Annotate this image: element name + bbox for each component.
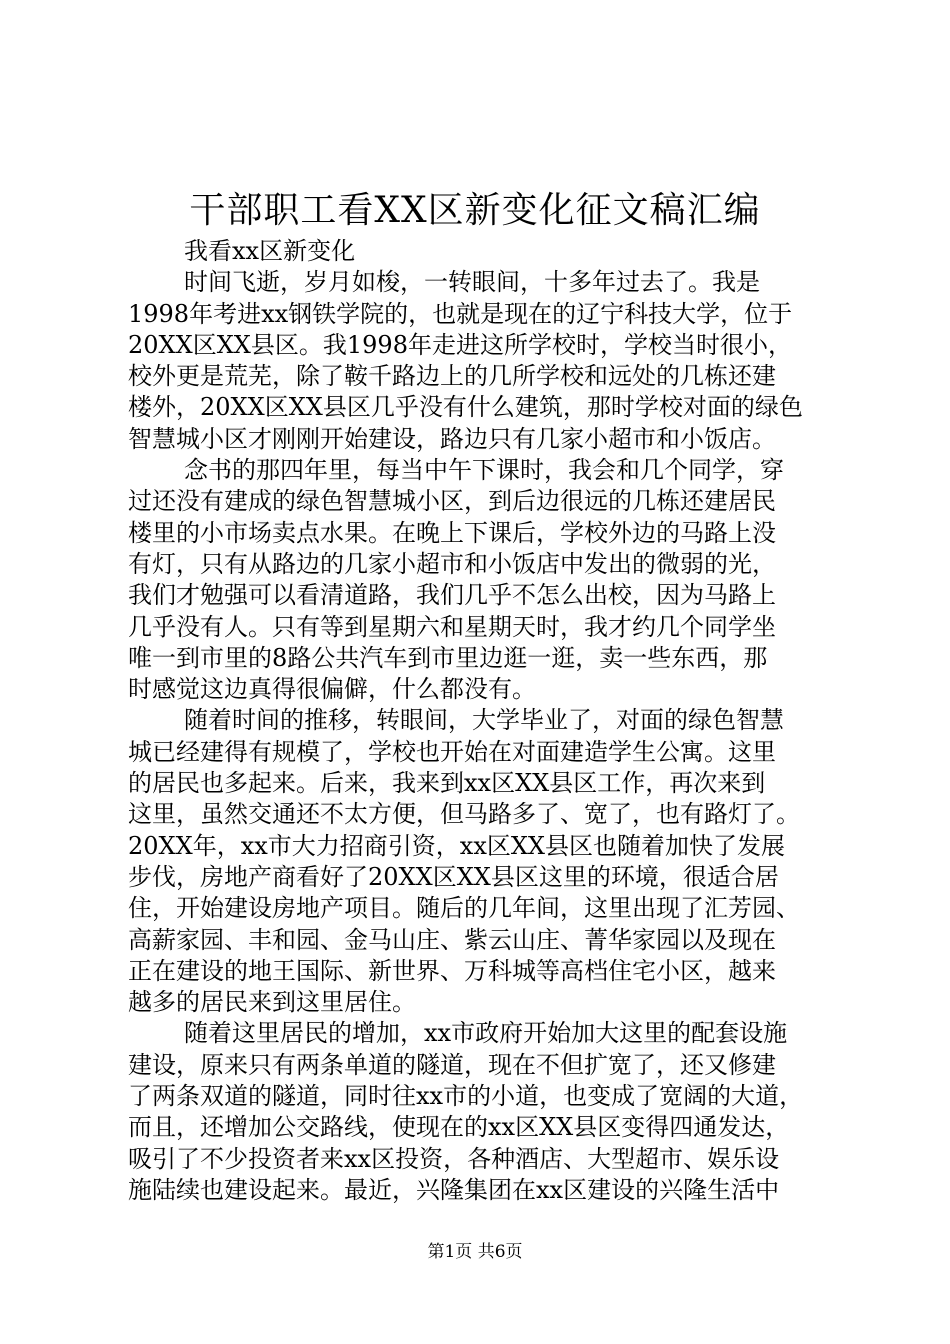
text-line: 住，开始建设房地产项目。随后的几年间，这里出现了汇芳园、 <box>128 894 800 923</box>
paragraph-first-line: 念书的那四年里，每当中午下课时，我会和几个同学，穿 <box>184 456 784 485</box>
document-title: 干部职工看XX区新变化征文稿汇编 <box>189 190 761 231</box>
text-line: 正在建设的地王国际、新世界、万科城等高档住宅小区，越来 <box>128 956 776 985</box>
text-line: 1998年考进xx钢铁学院的，也就是现在的辽宁科技大学，位于 <box>128 299 793 328</box>
text-line: 校外更是荒芜，除了鞍千路边上的几所学校和远处的几栋还建 <box>128 362 776 391</box>
text-line: 了两条双道的隧道，同时往xx市的小道，也变成了宽阔的大道， <box>128 1082 804 1111</box>
paragraph-first-line: 随着这里居民的增加，xx市政府开始加大这里的配套设施 <box>184 1019 788 1048</box>
text-line: 这里，虽然交通还不太方便，但马路多了、宽了，也有路灯了。 <box>128 800 800 829</box>
text-line: 楼里的小市场卖点水果。在晚上下课后，学校外边的马路上没 <box>128 518 776 547</box>
paragraph-first-line: 随着时间的推移，转眼间，大学毕业了，对面的绿色智慧 <box>184 706 784 735</box>
text-line: 吸引了不少投资者来xx区投资，各种酒店、大型超市、娱乐设 <box>128 1144 780 1173</box>
text-line: 智慧城小区才刚刚开始建设，路边只有几家小超市和小饭店。 <box>128 424 776 453</box>
text-line: 步伐，房地产商看好了20XX区XX县区这里的环境，很适合居 <box>128 862 779 891</box>
paragraph-first-line: 我看xx区新变化 <box>184 237 356 265</box>
text-line: 唯一到市里的8路公共汽车到市里边逛一逛，卖一些东西，那 <box>128 643 768 672</box>
text-line: 有灯，只有从路边的几家小超市和小饭店中发出的微弱的光， <box>128 549 776 578</box>
text-line: 我们才勉强可以看清道路，我们几乎不怎么出校，因为马路上 <box>128 581 776 610</box>
document-body <box>128 236 834 1206</box>
text-line: 而且，还增加公交路线，使现在的xx区XX县区变得四通发达， <box>128 1113 790 1142</box>
text-line: 城已经建得有规模了，学校也开始在对面建造学生公寓。这里 <box>128 737 776 766</box>
text-line: 时感觉这边真得很偏僻，什么都没有。 <box>128 675 536 704</box>
paragraph-first-line: 时间飞逝，岁月如梭，一转眼间，十多年过去了。我是 <box>184 268 760 297</box>
text-line: 楼外，20XX区XX县区几乎没有什么建筑，那时学校对面的绿色 <box>128 393 803 422</box>
text-line: 高薪家园、丰和园、金马山庄、紫云山庄、菁华家园以及现在 <box>128 925 776 954</box>
text-line: 20XX区XX县区。我1998年走进这所学校时，学校当时很小， <box>128 330 792 359</box>
text-line: 20XX年，xx市大力招商引资，xx区XX县区也随着加快了发展 <box>128 831 786 860</box>
text-line: 建设，原来只有两条单道的隧道，现在不但扩宽了，还又修建 <box>128 1050 776 1079</box>
page-footer: 第1页 共6页 <box>427 1242 523 1262</box>
text-line: 过还没有建成的绿色智慧城小区，到后边很远的几栋还建居民 <box>128 487 776 516</box>
text-line: 施陆续也建设起来。最近，兴隆集团在xx区建设的兴隆生活中 <box>128 1175 780 1204</box>
text-line: 越多的居民来到这里居住。 <box>128 988 416 1017</box>
text-line: 的居民也多起来。后来，我来到xx区XX县区工作，再次来到 <box>128 769 766 798</box>
text-line: 几乎没有人。只有等到星期六和星期天时，我才约几个同学坐 <box>128 612 776 641</box>
